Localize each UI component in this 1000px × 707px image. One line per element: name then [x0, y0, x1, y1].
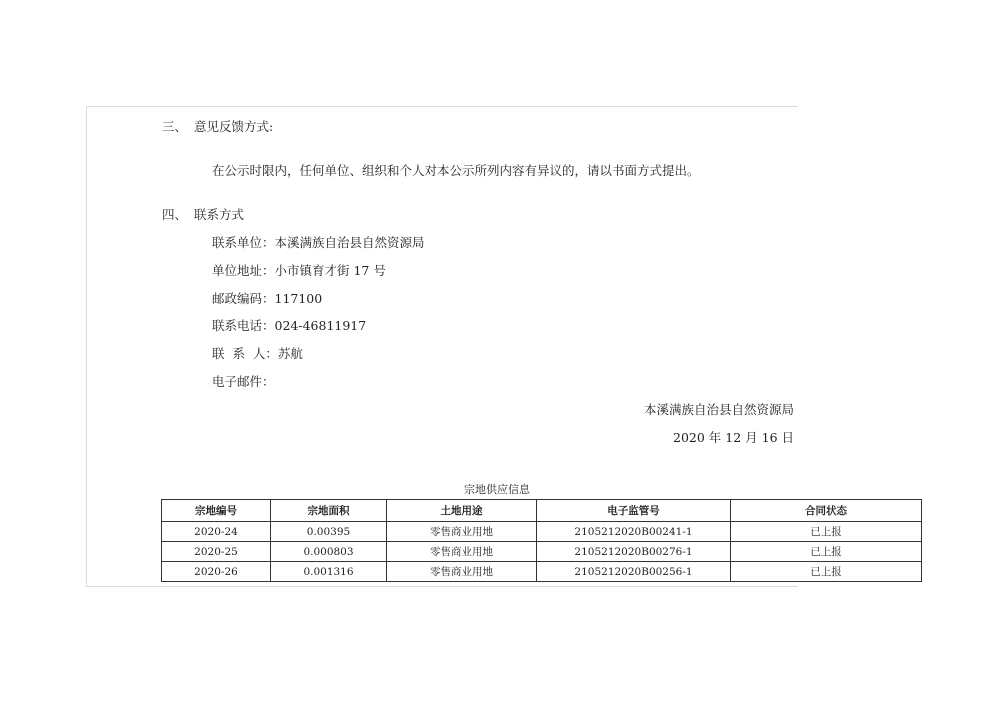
table-caption: 宗地供应信息 [464, 483, 530, 496]
section-3-heading: 意见反馈方式: [194, 119, 274, 134]
contact-person: 联 系 人：苏航 [212, 346, 303, 361]
cell-supervision-no: 2105212020B00256-1 [537, 562, 731, 582]
header-land-use: 土地用途 [387, 500, 537, 522]
table-header-row [162, 500, 922, 522]
contact-unit: 联系单位：本溪满族自治县自然资源局 [212, 235, 425, 250]
section-3-body: 在公示时限内，任何单位、组织和个人对本公示所列内容有异议的，请以书面方式提出。 [212, 163, 700, 178]
header-parcel-id: 宗地编号 [162, 500, 271, 522]
table-row [162, 522, 922, 542]
contact-postcode: 邮政编码：117100 [212, 291, 323, 306]
contact-address: 单位地址：小市镇育才街 17 号 [212, 263, 386, 278]
cell-land-use: 零售商业用地 [387, 522, 537, 542]
cell-land-use: 零售商业用地 [387, 542, 537, 562]
cell-parcel-area: 0.000803 [271, 542, 387, 562]
cell-parcel-area: 0.00395 [271, 522, 387, 542]
contact-phone: 联系电话：024-46811917 [212, 318, 367, 333]
cell-parcel-id: 2020-25 [162, 542, 271, 562]
header-supervision-no: 电子监管号 [537, 500, 731, 522]
cell-contract-status: 已上报 [731, 542, 922, 562]
section-4-heading: 联系方式 [194, 207, 245, 222]
land-supply-table [161, 499, 922, 582]
cell-land-use: 零售商业用地 [387, 562, 537, 582]
contact-email: 电子邮件： [212, 374, 275, 389]
table-row [162, 542, 922, 562]
cell-parcel-id: 2020-26 [162, 562, 271, 582]
section-3-number: 三、 [162, 119, 188, 134]
cell-supervision-no: 2105212020B00241-1 [537, 522, 731, 542]
cell-parcel-id: 2020-24 [162, 522, 271, 542]
cell-supervision-no: 2105212020B00276-1 [537, 542, 731, 562]
document-page [86, 106, 847, 587]
signature-org: 本溪满族自治县自然资源局 [643, 402, 794, 417]
header-contract-status: 合同状态 [731, 500, 922, 522]
cell-contract-status: 已上报 [731, 562, 922, 582]
table-row [162, 562, 922, 582]
cell-parcel-area: 0.001316 [271, 562, 387, 582]
cell-contract-status: 已上报 [731, 522, 922, 542]
section-4-number: 四、 [162, 207, 188, 222]
header-parcel-area: 宗地面积 [271, 500, 387, 522]
signature-date: 2020 年 12 月 16 日 [673, 430, 794, 445]
